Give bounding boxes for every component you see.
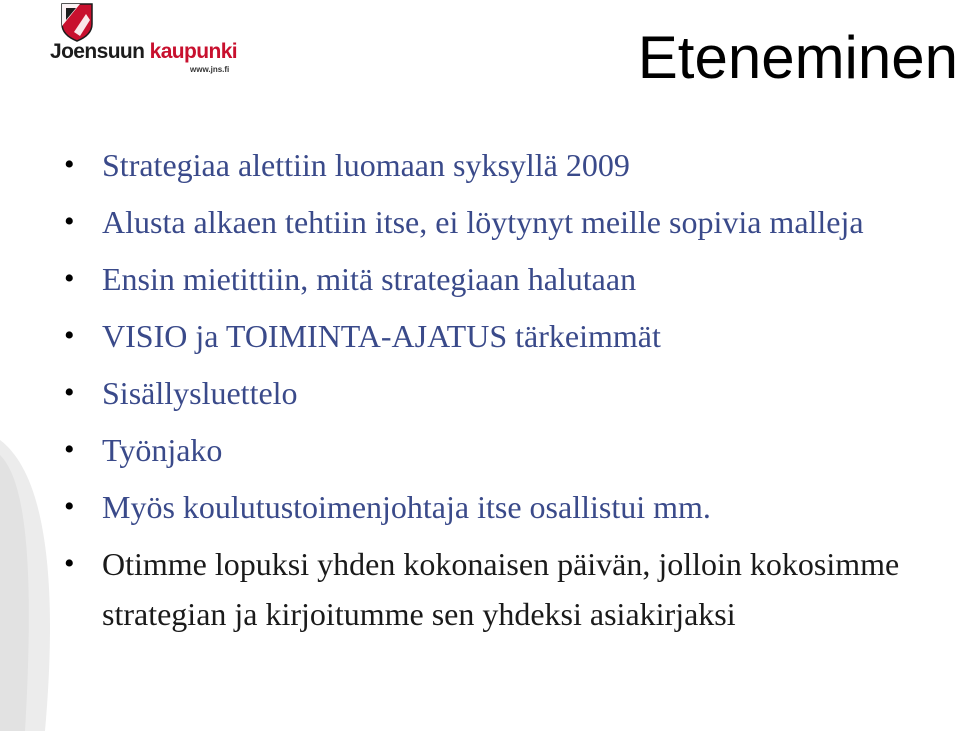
bullet-text: Sisällysluettelo [102, 375, 298, 411]
bullet-item [62, 140, 942, 190]
bullet-item [62, 368, 942, 418]
city-logo [50, 2, 240, 82]
bullet-item [62, 311, 942, 361]
bullet-item [62, 254, 942, 304]
bullet-text: VISIO ja TOIMINTA-AJATUS tärkeimmät [102, 318, 661, 354]
logo-url: www.jns.fi [190, 65, 230, 74]
bullet-text: Otimme lopuksi yhden kokonaisen päivän, jolloin kokosimme strategian ja kirjoitumme sen yhdeksi asiakirjaksi [102, 546, 900, 632]
logo-name-part2: kaupunki [149, 40, 238, 63]
bullet-text: Myös koulutustoimenjohtaja itse osallistui mm. [102, 489, 711, 525]
bullet-text: Työnjako [102, 432, 223, 468]
bullet-item [62, 197, 902, 247]
logo-name-part1: Joensuun [50, 40, 145, 63]
coat-of-arms-icon [60, 2, 94, 42]
bullet-item [62, 425, 942, 475]
bullet-item [62, 539, 902, 639]
bullet-text: Ensin mietittiin, mitä strategiaan halutaan [102, 261, 637, 297]
bullet-item [62, 482, 942, 532]
bullet-text: Alusta alkaen tehtiin itse, ei löytynyt meille sopivia malleja [102, 204, 864, 240]
bullet-text: Strategiaa alettiin luomaan syksyllä 2009 [102, 147, 630, 183]
bullet-list [62, 140, 942, 646]
slide-title: Eteneminen [637, 24, 958, 91]
logo-wordmark [50, 40, 237, 64]
